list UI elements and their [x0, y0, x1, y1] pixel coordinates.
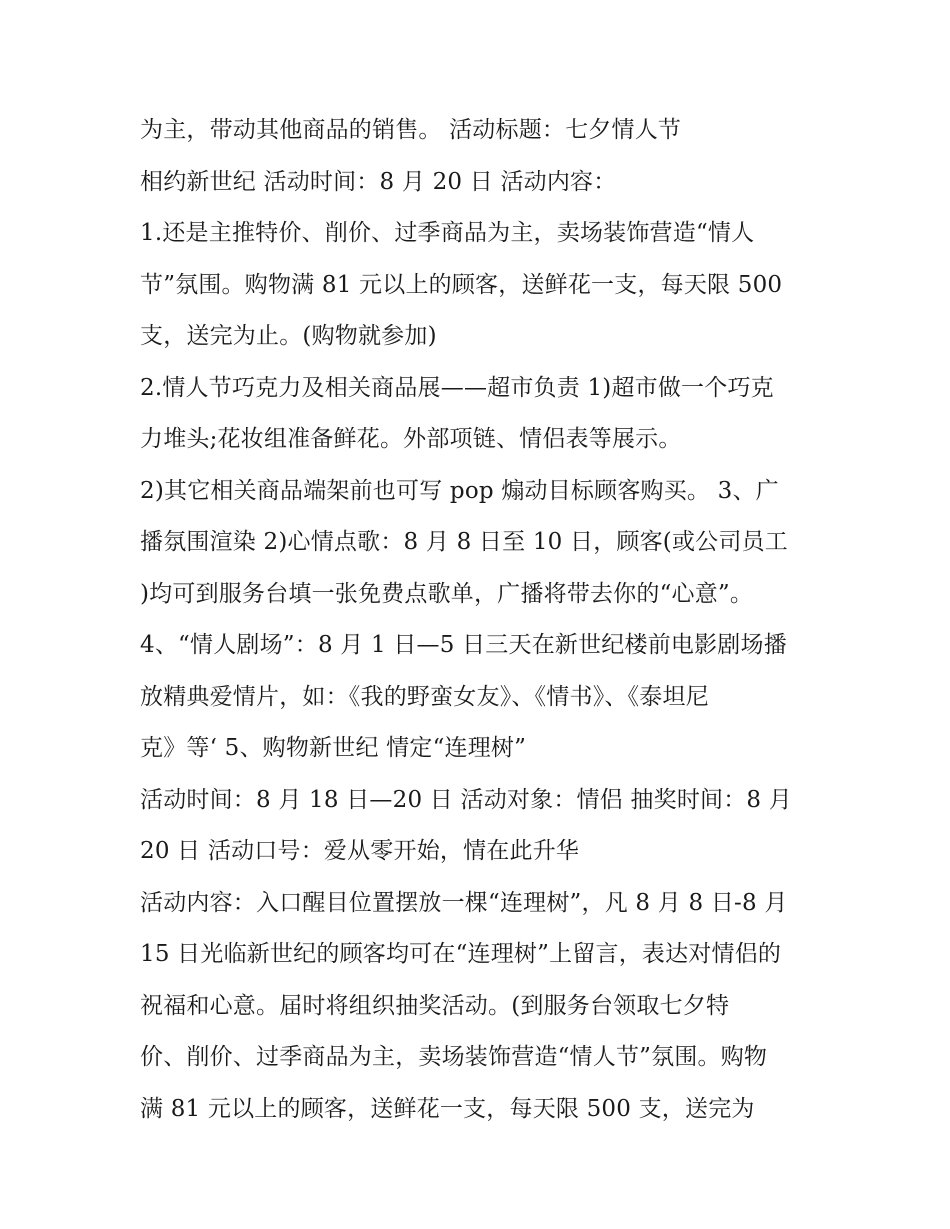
text-line: 2)其它相关商品端架前也可写 pop 煽动目标顾客购买。 3、广	[140, 477, 779, 504]
text-line: 相约新世纪 活动时间：8 月 20 日 活动内容：	[140, 168, 617, 195]
text-line: 克》等‘ 5、购物新世纪 情定“连理树”	[140, 735, 527, 761]
text-line: 力堆头;花妆组准备鲜花。外部项链、情侣表等展示。	[140, 426, 682, 452]
text-line: 节”氛围。购物满 81 元以上的顾客，送鲜花一支，每天限 500	[140, 271, 783, 298]
text-line: 2.情人节巧克力及相关商品展——超市负责 1)超市做一个巧克	[140, 374, 774, 401]
text-line: )均可到服务台填一张免费点歌单，广播将带去你的“心意”。	[140, 580, 754, 607]
text-line: 满 81 元以上的顾客，送鲜花一支，每天限 500 支，送完为	[140, 1095, 755, 1122]
text-line: 播氛围渲染 2)心情点歌：8 月 8 日至 10 日，顾客(或公司员工	[140, 529, 788, 555]
text-line: 活动内容：入口醒目位置摆放一棵“连理树”，凡 8 月 8 日-8 月	[140, 889, 788, 916]
text-line: 放精典爱情片，如：《我的野蛮女友》、《情书》、《泰坦尼	[140, 683, 709, 710]
text-line: 祝福和心意。届时将组织抽奖活动。(到服务台领取七夕特	[140, 992, 730, 1019]
text-line: 为主，带动其他商品的销售。 活动标题：七夕情人节	[140, 117, 682, 143]
document-body	[140, 107, 830, 1137]
text-line: 活动时间：8 月 18 日—20 日 活动对象：情侣 抽奖时间：8 月	[140, 786, 792, 813]
text-line: 1.还是主推特价、削价、过季商品为主，卖场装饰营造“情人	[140, 220, 755, 246]
text-line: 15 日光临新世纪的顾客均可在“连理树”上留言，表达对情侣的	[140, 941, 782, 967]
text-line: 4、“情人剧场”：8 月 1 日—5 日三天在新世纪楼前电影剧场播	[140, 632, 787, 658]
text-line: 支，送完为止。(购物就参加)	[140, 323, 437, 349]
text-line: 价、削价、过季商品为主，卖场装饰营造“情人节”氛围。购物	[140, 1044, 768, 1070]
text-line: 20 日 活动口号：爱从零开始，情在此升华	[140, 838, 580, 864]
